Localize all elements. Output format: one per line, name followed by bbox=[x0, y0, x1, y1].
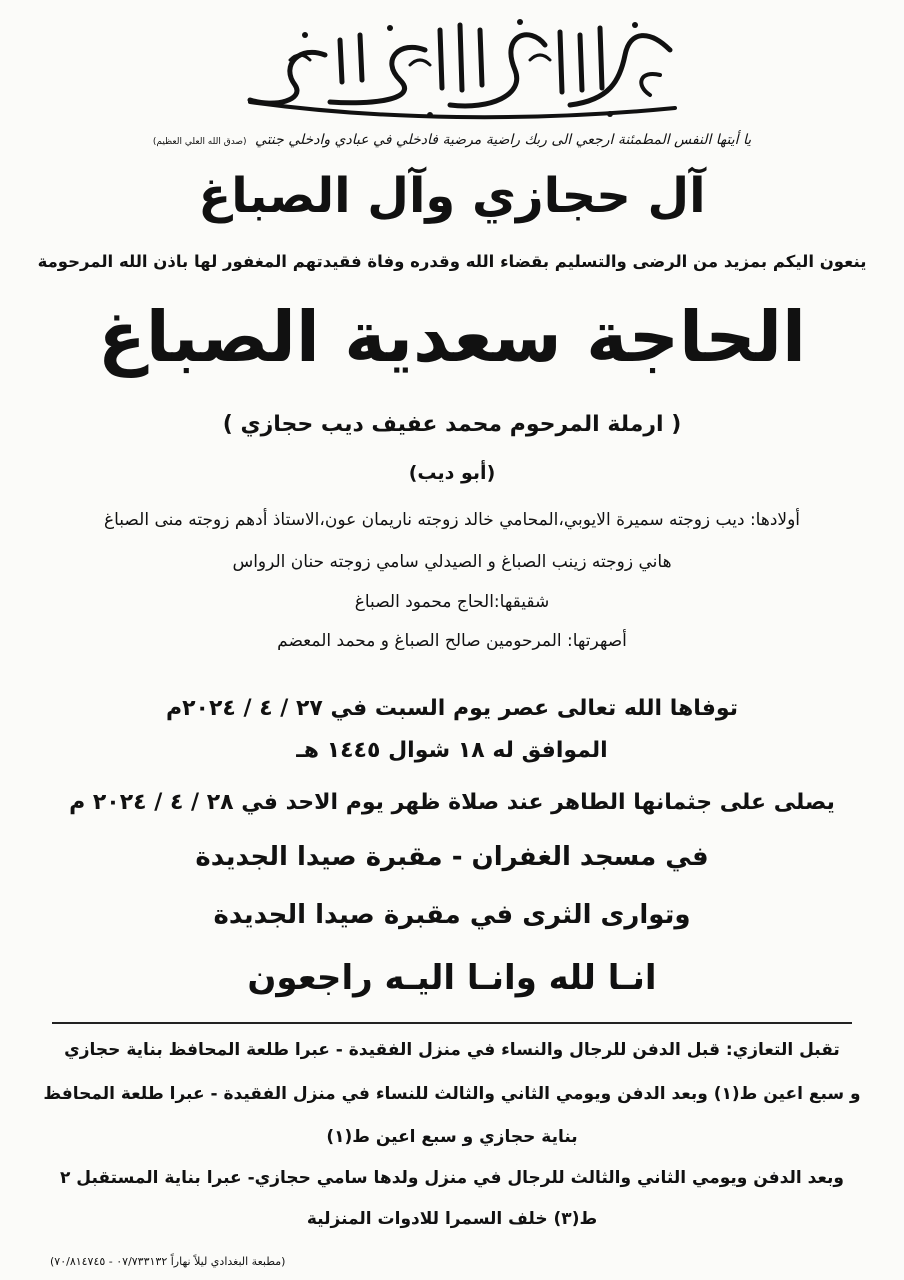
quran-verse bbox=[30, 132, 874, 148]
condolences-line-4: وبعد الدفن ويومي الثاني والثالث للرجال في منزل ولدها سامي حجازي- عبرا بناية المستقبل ٢ bbox=[59, 1168, 845, 1188]
family-names: آل حجازي وآل الصباغ bbox=[198, 168, 706, 224]
in-laws-line: أصهرتها: المرحومين صالح الصباغ و محمد المعضم bbox=[277, 631, 627, 651]
children-line-2: هاني زوجته زينب الصباغ و الصيدلي سامي زوجته حنان الرواس bbox=[232, 552, 672, 572]
divider bbox=[52, 1022, 852, 1024]
announcement-intro: ينعون اليكم بمزيد من الرضى والتسليم بقضاء الله وقدره وفاة فقيدتهم المغفور لها باذن الله المرحومة bbox=[37, 252, 867, 271]
funeral-prayer: يصلى على جثمانها الطاهر عند صلاة ظهر يوم الاحد في ٢٨ / ٤ / ٢٠٢٤ م bbox=[69, 790, 835, 815]
calligraphy-logo bbox=[230, 10, 690, 130]
kunya: (أبو ديب) bbox=[408, 462, 496, 484]
deceased-name: الحاجة سعدية الصباغ bbox=[97, 296, 807, 378]
closing-phrase: انـا لله وانـا اليـه راجعون bbox=[247, 958, 657, 998]
printer-credit: (مطبعة البغدادي ليلاً نهاراً ٠٧/٧٣٣١٣٢ - ٧٠/٨١٤٧٤٥) bbox=[50, 1255, 286, 1268]
condolences-line-5: ط(٣) خلف السمرا للادوات المنزلية bbox=[306, 1209, 598, 1229]
brother-line: شقيقها:الحاج محمود الصباغ bbox=[354, 592, 550, 612]
children-line-1: أولادها: ديب زوجته سميرة الايوبي،المحامي خالد زوجته ناريمان عون،الاستاذ أدهم زوجته منى الصباغ bbox=[103, 510, 801, 530]
hijri-date: الموافق له ١٨ شوال ١٤٤٥ هـ bbox=[296, 738, 608, 763]
verse-text: يا أيتها النفس المطمئنة ارجعي الى ربك راضية مرضية فادخلي في عبادي وادخلي جنتي bbox=[255, 132, 752, 148]
condolences-line-2: و سبع اعين ط(١) وبعد الدفن ويومي الثاني والثالث للنساء في منزل الفقيدة - عبرا طلعة المحافظ bbox=[43, 1084, 861, 1104]
widow-of: ( ارملة المرحوم محمد عفيف ديب حجازي ) bbox=[222, 412, 682, 437]
death-date: توفاها الله تعالى عصر يوم السبت في ٢٧ / ٤ / ٢٠٢٤م bbox=[166, 696, 738, 721]
mosque-location: في مسجد الغفران - مقبرة صيدا الجديدة bbox=[195, 842, 709, 872]
condolences-line-1: تقبل التعازي: قبل الدفن للرجال والنساء في منزل الفقيدة - عبرا طلعة المحافظ بناية حجازي bbox=[64, 1040, 840, 1060]
verse-reference: (صدق الله العلي العظيم) bbox=[152, 137, 247, 147]
calligraphy-logo-art bbox=[230, 10, 690, 130]
calligraphy-text bbox=[330, 60, 341, 61]
burial-location: وتوارى الثرى في مقبرة صيدا الجديدة bbox=[213, 900, 691, 930]
condolences-line-3: بناية حجازي و سبع اعين ط(١) bbox=[326, 1127, 578, 1147]
